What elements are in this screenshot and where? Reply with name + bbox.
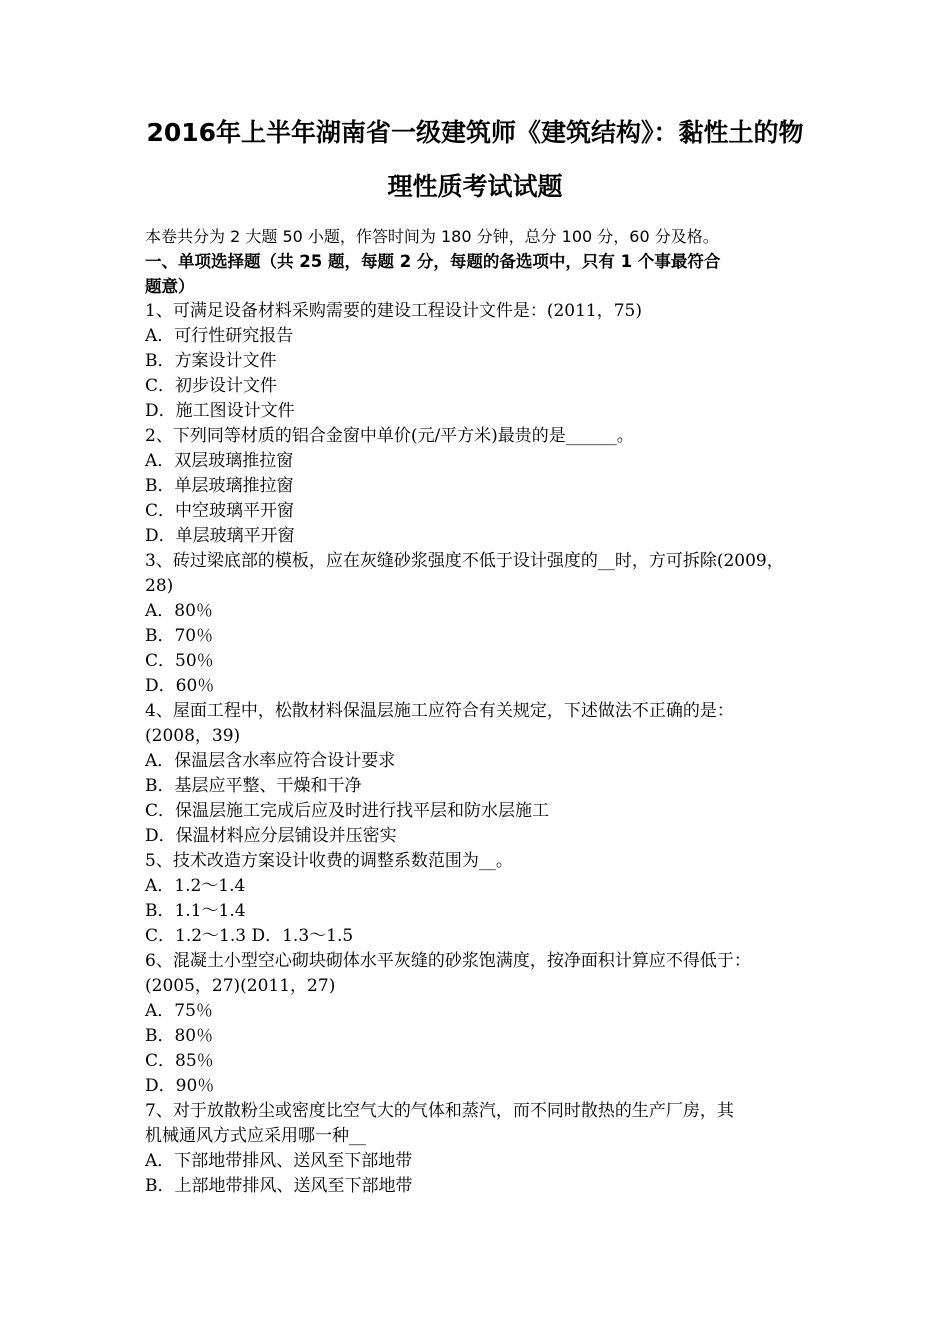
question-text-continued: 机械通风方式应采用哪一种__ [145, 1126, 366, 1146]
answer-option: C．初步设计文件 [145, 376, 278, 396]
answer-option: B．单层玻璃推拉窗 [145, 476, 294, 496]
document-body [145, 224, 825, 1199]
answer-option: C．1.2～1.3 D．1.3～1.5 [145, 926, 354, 946]
answer-option: B．80％ [145, 1026, 214, 1046]
section-heading-line2: 题意） [145, 277, 195, 296]
answer-option: A．下部地带排风、送风至下部地带 [145, 1151, 413, 1171]
answer-option: D．90％ [145, 1076, 215, 1096]
document-title-line1: 2016年上半年湖南省一级建筑师《建筑结构》：黏性土的物 [146, 118, 804, 147]
question-text: 6、混凝土小型空心砌块砌体水平灰缝的砂浆饱满度，按净面积计算应不得低于： [145, 951, 751, 971]
answer-option: A．75％ [145, 1001, 213, 1021]
answer-option: D．保温材料应分层铺设并压密实 [145, 826, 397, 846]
answer-option: A．保温层含水率应符合设计要求 [145, 751, 396, 771]
question-text: 2、下列同等材质的铝合金窗中单价(元/平方米)最贵的是______。 [145, 426, 634, 446]
answer-option: B．1.1～1.4 [145, 901, 246, 921]
answer-option: A．双层玻璃推拉窗 [145, 451, 294, 471]
answer-option: D．施工图设计文件 [145, 401, 295, 421]
question-text: 7、对于放散粉尘或密度比空气大的气体和蒸汽，而不同时散热的生产厂房，其 [145, 1101, 734, 1121]
question-text: 5、技术改造方案设计收费的调整系数范围为__。 [145, 851, 513, 871]
answer-option: C．50％ [145, 651, 214, 671]
answer-option: B．方案设计文件 [145, 351, 277, 371]
question-text-continued: 28) [145, 576, 174, 596]
question-text: 4、屋面工程中，松散材料保温层施工应符合有关规定，下述做法不正确的是： [145, 701, 734, 721]
answer-option: B．上部地带排风、送风至下部地带 [145, 1176, 413, 1196]
answer-option: C．保温层施工完成后应及时进行找平层和防水层施工 [145, 801, 550, 821]
answer-option: C．85％ [145, 1051, 214, 1071]
answer-option: C．中空玻璃平开窗 [145, 501, 295, 521]
answer-option: A．1.2～1.4 [145, 876, 246, 896]
answer-option: D．单层玻璃平开窗 [145, 526, 295, 546]
question-text-continued: (2005，27)(2011，27) [145, 976, 336, 996]
question-text: 3、砖过梁底部的模板，应在灰缝砂浆强度不低于设计强度的__时，方可拆除(2009， [145, 551, 784, 571]
question-text: 1、可满足设备材料采购需要的建设工程设计文件是：(2011，75) [145, 301, 642, 321]
question-text-continued: (2008，39) [145, 726, 241, 746]
answer-option: A．80％ [145, 601, 213, 621]
document-title-line2: 理性质考试试题 [387, 172, 563, 201]
answer-option: A．可行性研究报告 [145, 326, 294, 346]
answer-option: B．70％ [145, 626, 214, 646]
exam-intro: 本卷共分为 2 大题 50 小题，作答时间为 180 分钟，总分 100 分，60 分及格。 [145, 227, 719, 246]
answer-option: B．基层应平整、干燥和干净 [145, 776, 362, 796]
section-heading-line1: 一、单项选择题（共 25 题，每题 2 分，每题的备选项中，只有 1 个事最符合 [145, 252, 721, 271]
answer-option: D．60％ [145, 676, 215, 696]
